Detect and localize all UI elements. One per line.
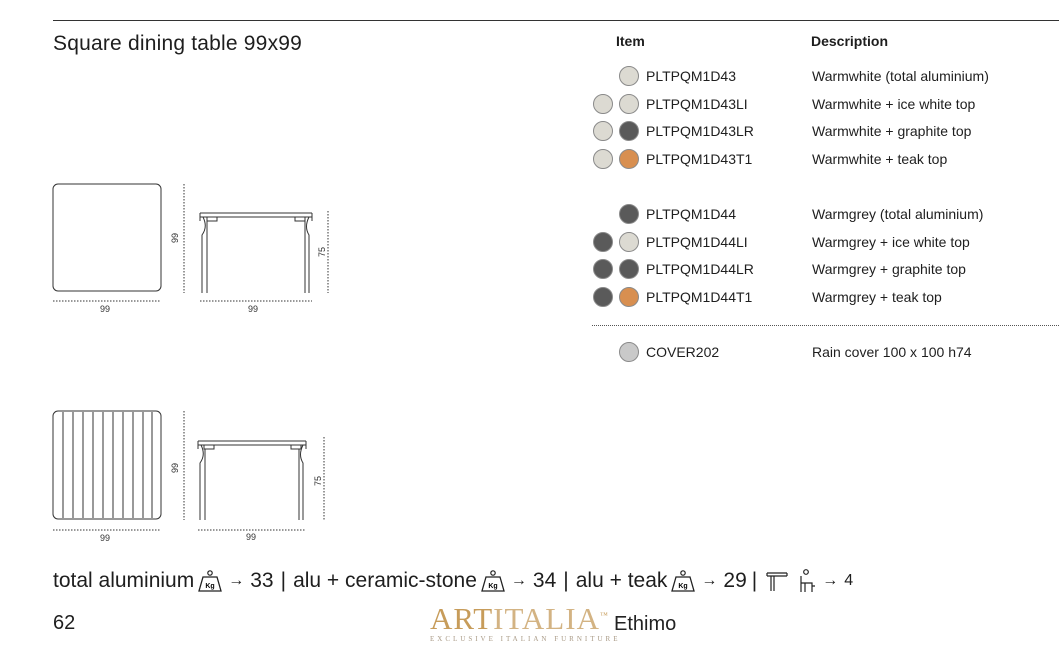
item-row bbox=[592, 94, 1052, 116]
item-row bbox=[592, 232, 1052, 254]
total-aluminium-weight: 33 bbox=[250, 569, 274, 592]
color-swatch bbox=[619, 149, 639, 169]
item-code: PLTPQM1D43LR bbox=[646, 123, 754, 139]
technical-drawings bbox=[50, 175, 340, 555]
dim-side-height: 75 bbox=[317, 246, 327, 257]
color-swatch bbox=[619, 232, 639, 252]
teak-weight: 29 bbox=[723, 569, 747, 592]
color-swatch bbox=[593, 94, 613, 114]
color-swatch bbox=[619, 66, 639, 86]
dim-side-width-2: 99 bbox=[246, 532, 257, 542]
item-code: PLTPQM1D43LI bbox=[646, 96, 748, 112]
item-description: Rain cover 100 x 100 h74 bbox=[812, 344, 972, 360]
artitalia-logo: ARTITALIA™ EXCLUSIVE ITALIAN FURNITURE bbox=[430, 601, 621, 643]
color-swatch bbox=[593, 149, 613, 169]
color-swatch bbox=[619, 287, 639, 307]
dim-side-width: 99 bbox=[248, 304, 259, 314]
description-column-header: Description bbox=[811, 33, 889, 49]
svg-text:Kg: Kg bbox=[488, 583, 498, 590]
chair-icon bbox=[797, 569, 817, 593]
specs-footer: total aluminium Kg → 33 | alu + ceramic-stone Kg → 34 | alu + teak Kg → 29 | → 4 bbox=[53, 569, 854, 592]
item-code: PLTPQM1D44LI bbox=[646, 234, 748, 250]
dim-plan-depth: 99 bbox=[170, 232, 180, 243]
item-row bbox=[592, 149, 1052, 171]
item-row bbox=[592, 287, 1052, 309]
page-title: Square dining table 99x99 bbox=[53, 32, 303, 55]
item-row bbox=[592, 66, 1052, 88]
kg-weight-icon bbox=[197, 570, 223, 592]
dim-plan-depth-2: 99 bbox=[170, 462, 180, 473]
color-swatch bbox=[593, 287, 613, 307]
teak-label: alu + teak bbox=[575, 569, 668, 592]
item-code: COVER202 bbox=[646, 344, 720, 360]
item-description: Warmgrey (total aluminium) bbox=[812, 206, 984, 222]
item-column-header: Item bbox=[616, 33, 645, 49]
item-description: Warmgrey + graphite top bbox=[812, 261, 966, 277]
page-number: 62 bbox=[53, 612, 76, 634]
item-code: PLTPQM1D44T1 bbox=[646, 289, 753, 305]
item-description: Warmgrey + ice white top bbox=[812, 234, 970, 250]
color-swatch bbox=[593, 232, 613, 252]
item-row bbox=[592, 121, 1052, 143]
item-code: PLTPQM1D43 bbox=[646, 68, 736, 84]
side-view-top bbox=[200, 211, 328, 314]
top-rule bbox=[53, 20, 1059, 21]
item-code: PLTPQM1D43T1 bbox=[646, 151, 753, 167]
ceramic-weight: 34 bbox=[532, 569, 557, 592]
item-description: Warmwhite + teak top bbox=[812, 151, 948, 167]
item-description: Warmwhite (total aluminium) bbox=[812, 68, 989, 84]
color-swatch bbox=[619, 342, 639, 362]
color-swatch bbox=[619, 121, 639, 141]
color-swatch bbox=[593, 121, 613, 141]
svg-text:Kg: Kg bbox=[678, 583, 689, 590]
item-description: Warmgrey + teak top bbox=[812, 289, 942, 305]
color-swatch bbox=[619, 94, 639, 114]
svg-text:Kg: Kg bbox=[205, 583, 215, 590]
item-row bbox=[592, 259, 1052, 281]
ceramic-label: alu + ceramic-stone bbox=[293, 569, 477, 592]
item-row bbox=[592, 342, 1052, 364]
table-icon bbox=[765, 570, 791, 592]
plan-view-top bbox=[53, 184, 184, 314]
item-code: PLTPQM1D44 bbox=[646, 206, 736, 222]
kg-weight-icon bbox=[670, 570, 696, 592]
seats-count: 4 bbox=[844, 572, 854, 589]
dim-plan-width-2: 99 bbox=[100, 533, 111, 543]
color-swatch bbox=[619, 204, 639, 224]
color-swatch bbox=[619, 259, 639, 279]
dim-plan-width: 99 bbox=[100, 304, 111, 314]
item-row bbox=[592, 204, 1052, 226]
item-description: Warmwhite + graphite top bbox=[812, 123, 972, 139]
plan-view-bottom bbox=[53, 411, 184, 543]
color-swatch bbox=[593, 259, 613, 279]
item-description: Warmwhite + ice white top bbox=[812, 96, 976, 112]
brand-name: Ethimo bbox=[614, 613, 677, 635]
dim-side-height-2: 75 bbox=[313, 475, 323, 486]
dotted-separator bbox=[592, 325, 1059, 326]
item-code: PLTPQM1D44LR bbox=[646, 261, 754, 277]
side-view-bottom bbox=[198, 437, 324, 542]
kg-weight-icon bbox=[480, 570, 506, 592]
total-aluminium-label: total aluminium bbox=[53, 569, 195, 592]
